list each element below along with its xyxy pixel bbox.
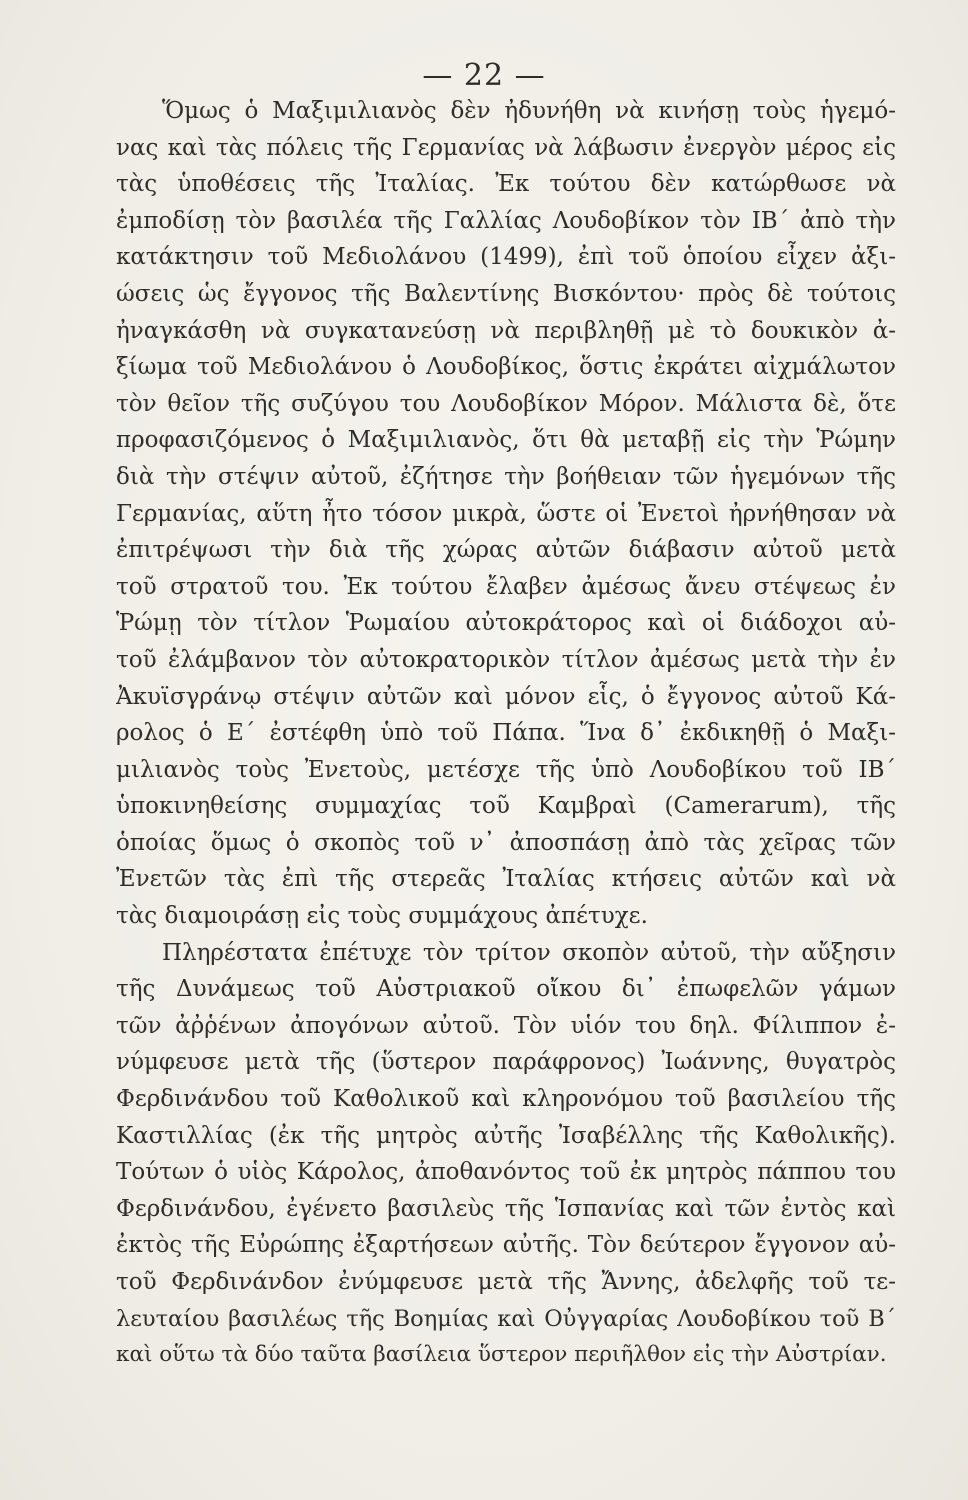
text-line: Πληρέστατα ἐπέτυχε τὸν τρίτον σκοπὸν αὐτοῦ, τὴν αὔξησιν [162,939,896,966]
text-line: Καστιλλίας (ἐκ τῆς μητρὸς αὐτῆς Ἰσαβέλλης τῆς Καθολικῆς). [116,1122,896,1149]
text-line: κατάκτησιν τοῦ Μεδιολάνου (1499), ἐπὶ τοῦ ὁποίου εἶχεν ἀξι- [116,244,896,271]
text-line: τοῦ ἐλάμβανον τὸν αὐτοκρατορικὸν τίτλον ἀμέσως μετὰ τὴν ἐν [116,646,896,673]
text-line: ἐκτὸς τῆς Εὐρώπης ἐξαρτήσεων αὐτῆς. Τὸν δεύτερον ἔγγονον αὐ- [116,1232,896,1259]
text-line: νας καὶ τὰς πόλεις τῆς Γερμανίας νὰ λάβωσιν ἐνεργὸν μέρος εἰς [116,134,896,161]
text-line: τὰς διαμοιράσῃ εἰς τοὺς συμμάχους ἀπέτυχε. [116,903,648,930]
text-line: Ἀκυϊσγράνῳ στέψιν αὐτῶν καὶ μόνον εἷς, ὁ ἔγγονος αὐτοῦ Κά- [116,683,896,710]
text-line: Ἐνετῶν τὰς ἐπὶ τῆς στερεᾶς Ἰταλίας κτήσεις αὐτῶν καὶ νὰ [116,866,896,893]
text-line: νύμφευσε μετὰ τῆς (ὕστερον παράφρονος) Ἰωάννης, θυγατρὸς [116,1049,896,1076]
text-line: τῆς Δυνάμεως τοῦ Αὐστριακοῦ οἴκου δι᾽ ἐπωφελῶν γάμων [116,976,896,1003]
text-line: μιλιανὸς τοὺς Ἐνετοὺς, μετέσχε τῆς ὑπὸ Λουδοβίκου τοῦ ΙΒ΄ [116,756,896,783]
text-line: Ῥώμῃ τὸν τίτλον Ῥωμαίου αὐτοκράτορος καὶ οἱ διάδοχοι αὐ- [116,610,896,637]
text-line: Φερδινάνδου τοῦ Καθολικοῦ καὶ κληρονόμου τοῦ βασιλείου τῆς [116,1086,896,1113]
text-line: λευταίου βασιλέως τῆς Βοημίας καὶ Οὐγγαρίας Λουδοβίκου τοῦ Β΄ [116,1305,896,1332]
text-line: ἐπιτρέψωσι τὴν διὰ τῆς χώρας αὐτῶν διάβασιν αὐτοῦ μετὰ [116,537,896,564]
text-line: τὰς ὑποθέσεις τῆς Ἰταλίας. Ἐκ τούτου δὲν κατώρθωσε νὰ [116,171,896,198]
text-line: διὰ τὴν στέψιν αὐτοῦ, ἐζήτησε τὴν βοήθειαν τῶν ἡγεμόνων τῆς [116,463,896,490]
text-line: Γερμανίας, αὕτη ἦτο τόσον μικρὰ, ὥστε οἱ Ἐνετοὶ ἠρνήθησαν νὰ [116,500,896,527]
text-line: τοῦ Φερδινάνδον ἐνύμφευσε μετὰ τῆς Ἄννης, ἀδελφῆς τοῦ τε- [116,1269,896,1295]
text-line: καὶ οὕτω τὰ δύο ταῦτα βασίλεια ὕστερον περιῆλθον εἰς τὴν Αὐστρίαν. [116,1342,887,1368]
text-line: Φερδινάνδου, ἐγένετο βασιλεὺς τῆς Ἱσπανίας καὶ τῶν ἐντὸς καὶ [116,1195,896,1222]
text-line: ώσεις ὡς ἔγγονος τῆς Βαλεντίνης Βισκόντου· πρὸς δὲ τούτοις [116,280,896,307]
text-line: Τούτων ὁ υἱὸς Κάρολος, ἀποθανόντος τοῦ ἐκ μητρὸς πάππου του [116,1159,896,1186]
text-line: ρολος ὁ Ε΄ ἐστέφθη ὑπὸ τοῦ Πάπα. Ἵνα δ᾽ ἐκδικηθῇ ὁ Μαξι- [116,720,896,747]
text-line: τὸν θεῖον τῆς συζύγου του Λουδοβίκον Μόρον. Μάλιστα δὲ, ὅτε [116,390,896,417]
text-line: προφασιζόμενος ὁ Μαξιμιλιανὸς, ὅτι θὰ μεταβῇ εἰς τὴν Ῥώμην [116,427,896,454]
paragraph [116,93,896,935]
text-line: τῶν ἀῤῥένων ἀπογόνων αὐτοῦ. Τὸν υἱόν του δηλ. Φίλιππον ἐ- [116,1012,896,1039]
body-text [116,93,896,1374]
text-line: ἐμποδίσῃ τὸν βασιλέα τῆς Γαλλίας Λουδοβίκον τὸν ΙΒ΄ ἀπὸ τὴν [116,207,896,234]
page-number: — 22 — [422,58,546,93]
text-line: ὁποίας ὅμως ὁ σκοπὸς τοῦ ν᾽ ἀποσπάσῃ ἀπὸ τὰς χεῖρας τῶν [116,829,896,856]
paragraph [116,935,896,1374]
text-line: ὑποκινηθείσης συμμαχίας τοῦ Καμβραὶ (Camerarum), τῆς [116,793,896,820]
text-line: ἠναγκάσθη νὰ συγκατανεύσῃ νὰ περιβληθῇ μὲ τὸ δουκικὸν ἀ- [116,317,896,344]
text-line: Ὅμως ὁ Μαξιμιλιανὸς δὲν ἠδυνήθη νὰ κινήσῃ τοὺς ἡγεμό- [162,98,896,124]
text-line: τοῦ στρατοῦ του. Ἐκ τούτου ἔλαβεν ἀμέσως ἄνευ στέψεως ἐν [116,573,896,600]
text-line: ξίωμα τοῦ Μεδιολάνου ὁ Λουδοβίκος, ὅστις ἐκράτει αἰχμάλωτον [116,354,896,381]
